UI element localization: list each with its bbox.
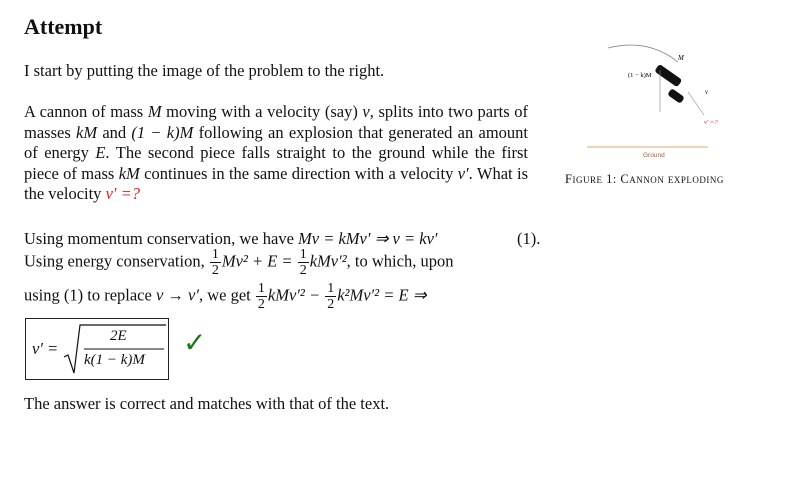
math-M: M [147,102,162,121]
checkmark-icon: ✓ [183,326,207,359]
fraction-half [256,281,267,312]
text-fragment: , splits into two parts of masses [24,102,528,142]
numerator: 1 [257,281,265,296]
math-vprime: v′ [457,163,469,183]
fraction-half [325,281,336,312]
cannon-figure [578,40,718,165]
problem-statement [24,102,528,205]
numerator: 1 [327,281,335,296]
momentum-equation: Mv = kMv′ ⇒ v = kv′ [298,229,438,248]
math-v: v [362,102,370,121]
math-kM: kM [76,122,98,142]
momentum-text: Using momentum conservation, we have [24,229,299,248]
replace-term: kMv′² − [267,285,321,305]
text-fragment: continues in the same direction with a velocity [139,163,458,183]
math-E: E [95,143,106,163]
energy-line [24,247,453,278]
cannon-piece-1 [654,64,682,87]
text-fragment: following an explosion that generated an amount of energy [24,122,528,163]
velocity-arrow [688,92,704,115]
question-vprime: v′ =? [105,184,141,204]
energy-term: kMv′² [309,251,347,271]
replace-text: , we get [198,285,251,305]
numerator: 1 [299,247,307,262]
intro-text: I start by putting the image of the problem to the right. [24,61,385,80]
result-denominator: k(1 − k)M [84,352,145,368]
cannon-piece-2 [667,88,685,104]
replace-term: k²Mv′² = E ⇒ [337,285,427,305]
conclusion-text: The answer is correct and matches with that of the text. [24,394,390,413]
result-numerator: 2E [110,328,127,344]
text-fragment: and [97,122,132,142]
result-box [25,318,169,380]
fraction-half [298,247,309,278]
energy-text: , to which, upon [346,251,454,271]
trajectory-arc [608,45,678,62]
figure-caption: Figure 1: Cannon exploding [565,172,724,186]
result-lhs: v′ = [32,339,59,358]
denominator: 2 [211,263,219,278]
math-1-k-M: (1 − k)M [131,122,194,142]
figure-label-ground: Ground [643,152,665,159]
energy-text: Using energy conservation, [24,251,205,271]
denominator: 2 [327,297,335,312]
text-fragment: . The second piece falls straight to the ground while the first piece of mass [24,143,528,183]
figure-label-M: M [678,54,684,62]
energy-term: Mv² + E = [221,251,293,271]
text-fragment: moving with a velocity (say) [161,102,363,121]
math-kM: kM [118,163,140,183]
momentum-line [24,229,438,249]
replace-line [24,281,427,312]
figure-label-1-k-M: (1 − k)M [628,72,652,79]
fraction-half [210,247,221,278]
figure-label-vprime: v′ =? [704,119,718,126]
text-fragment: A cannon of mass [24,102,148,121]
denominator: 2 [257,297,265,312]
sqrt-sign [26,319,168,379]
equation-label: (1). [517,229,541,248]
numerator: 1 [211,247,219,262]
substitution: v → v′ [155,285,199,305]
denominator: 2 [299,263,307,278]
replace-text: using (1) to replace [24,285,152,305]
text-fragment: . What is the velocity [24,163,528,204]
figure-label-v: v [705,88,709,96]
section-heading: Attempt [24,14,103,39]
